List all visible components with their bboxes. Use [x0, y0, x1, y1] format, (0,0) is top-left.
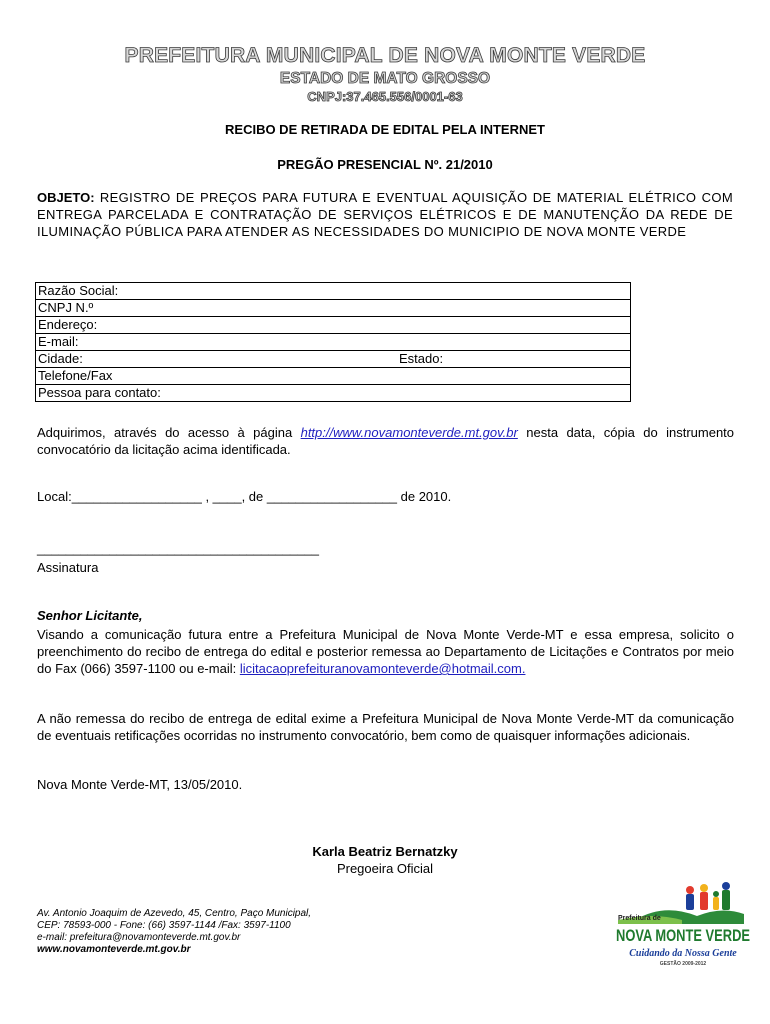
logo-person-head-icon — [686, 886, 694, 894]
logo-gestao-text: GESTÃO 2009-2012 — [659, 961, 707, 967]
senhor-licitante-heading: Senhor Licitante, — [37, 608, 143, 623]
cnpj-field[interactable]: CNPJ N.º — [36, 300, 631, 317]
signature-line: _______________________________________ — [37, 541, 319, 556]
logo-person-body-icon — [722, 890, 730, 910]
razao-social-field[interactable]: Razão Social: — [36, 283, 631, 300]
logo-top-text: Prefeitura de — [618, 915, 661, 922]
contato-field[interactable]: Pessoa para contato: — [36, 385, 631, 402]
logo-person-head-icon — [722, 882, 730, 890]
logo-person-body-icon — [700, 892, 708, 910]
website-link[interactable]: http://www.novamonteverde.mt.gov.br — [300, 425, 518, 440]
footer-phones: CEP: 78593-000 - Fone: (66) 3597-1144 /Fax: 3597-1100 — [37, 920, 291, 931]
logo-person-body-icon — [713, 897, 719, 910]
company-form-table — [35, 282, 631, 402]
objeto-paragraph — [37, 189, 733, 240]
footer-address: Av. Antonio Joaquim de Azevedo, 45, Centro, Paço Municipal, — [37, 908, 312, 919]
state-title: ESTADO DE MATO GROSSO — [279, 70, 491, 87]
acquire-paragraph — [37, 424, 734, 458]
cnpj-title: CNPJ:37.465.556/0001-63 — [307, 89, 463, 104]
contact-email-link[interactable]: licitacaoprefeituranovamonteverde@hotmail.com. — [239, 661, 526, 676]
local-date-line: Local:__________________ , ____, de __________________ de 2010. — [37, 489, 452, 504]
acquire-after: nesta data, cópia do instrumento convocatório da licitação acima identificada. — [37, 425, 735, 457]
logo-person-head-icon — [713, 891, 719, 897]
remessa-paragraph: A não remessa do recibo de entrega de edital exime a Prefeitura Municipal de Nova Monte Verde-MT da comunicação de eventuais retificações ocorridas no instrumento convocatório, bem como de quaisquer informações adicionais. — [37, 711, 734, 743]
cidade-label: Cidade: — [38, 351, 83, 366]
document-title: RECIBO DE RETIRADA DE EDITAL PELA INTERNET — [225, 122, 545, 137]
footer-address-block — [37, 908, 311, 956]
cidade-estado-field[interactable] — [36, 351, 631, 368]
acquire-before: Adquirimos, através do acesso à página — [37, 425, 301, 440]
footer-email: e-mail: prefeitura@novamonteverde.mt.gov.br — [37, 932, 241, 943]
municipality-logo — [612, 880, 754, 970]
senhor-paragraph — [37, 626, 734, 677]
estado-label: Estado: — [399, 351, 444, 366]
logo-person-body-icon — [686, 894, 694, 910]
telefone-field[interactable]: Telefone/Fax — [36, 368, 631, 385]
signature-label: Assinatura — [37, 560, 99, 575]
municipality-title: PREFEITURA MUNICIPAL DE NOVA MONTE VERDE — [124, 44, 646, 67]
document-date: Nova Monte Verde-MT, 13/05/2010. — [37, 777, 243, 792]
footer-website: www.novamonteverde.mt.gov.br — [37, 944, 191, 955]
endereco-field[interactable]: Endereço: — [36, 317, 631, 334]
logo-slogan-text: Cuidando da Nossa Gente — [629, 948, 737, 959]
senhor-text: Visando a comunicação futura entre a Prefeitura Municipal de Nova Monte Verde-MT e essa empresa, solicito o preenchimento do recibo de entrega do edital e posterior remessa ao Departamento de Licitações e Contratos por meio do Fax (066) 3597-1100 ou e-mail: — [37, 627, 734, 676]
pregao-number: PREGÃO PRESENCIAL Nº. 21/2010 — [277, 157, 493, 172]
objeto-text: REGISTRO DE PREÇOS PARA FUTURA E EVENTUAL AQUISIÇÃO DE MATERIAL ELÉTRICO COM ENTREGA PARCELADA E CONTRATAÇÃO DE SERVIÇOS ELÉTRICOS E DE MANUTENÇÃO DA REDE DE ILUMINAÇÃO PÚBLICA PARA ATENDER AS NECESSIDADES DO MUNICIPIO DE NOVA MONTE VERDE — [37, 190, 733, 239]
signer-name: Karla Beatriz Bernatzky — [312, 844, 458, 859]
logo-name-text: NOVA MONTE VERDE — [616, 927, 750, 945]
email-field[interactable]: E-mail: — [36, 334, 631, 351]
logo-person-head-icon — [700, 884, 708, 892]
objeto-label: OBJETO: — [37, 190, 95, 205]
signer-role: Pregoeira Oficial — [336, 861, 434, 876]
